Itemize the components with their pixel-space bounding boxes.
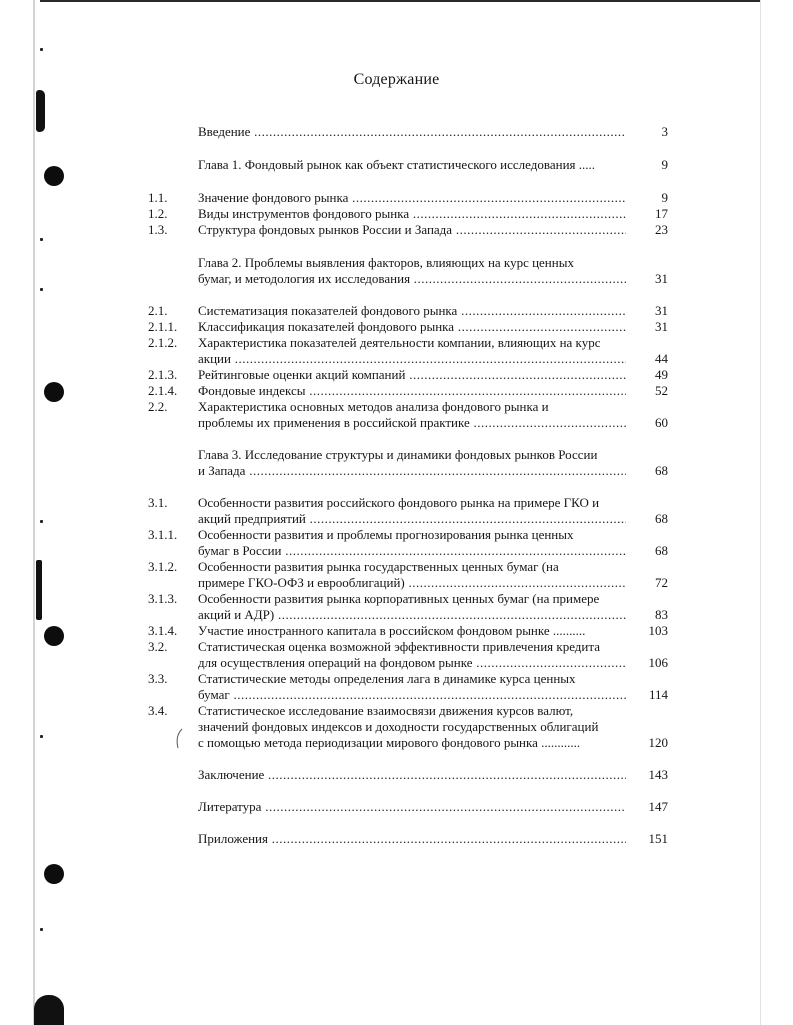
toc-entry-line: Литература	[198, 799, 262, 814]
toc-entry-number: 2.1.3.	[148, 367, 178, 382]
toc-entry-page: 147	[648, 799, 668, 814]
toc-entry-line: для осуществления операций на фондовом рынке	[198, 655, 473, 670]
toc-entry-number: 3.1.3.	[148, 591, 178, 606]
toc-entry-number: 1.3.	[148, 222, 168, 237]
leader-dots	[405, 367, 626, 382]
leader-dots	[250, 124, 626, 139]
toc-entry-number: 3.1.4.	[148, 623, 178, 638]
toc-entry-title	[198, 799, 626, 815]
toc-entry-line: Структура фондовых рынков России и Запада	[198, 222, 453, 237]
toc-entry-title	[198, 190, 626, 206]
toc-entry-page: 31	[655, 303, 668, 318]
toc-entry-title	[198, 495, 626, 527]
toc-entry-line: Приложения	[198, 831, 268, 846]
toc-entry-title	[198, 206, 626, 222]
toc-entry-title	[198, 303, 626, 319]
toc-entry-line: значений фондовых индексов и доходности государственных облигаций	[198, 719, 599, 734]
toc-entry-title	[198, 639, 626, 671]
leader-dots	[405, 575, 626, 590]
toc-entry-page: 31	[655, 319, 668, 334]
toc-entry-page: 143	[648, 767, 668, 782]
toc-entry-line: Заключение	[198, 767, 265, 782]
toc-entry-number: 1.1.	[148, 190, 168, 205]
leader-dots	[454, 319, 626, 334]
toc-entry-page: 83	[655, 607, 668, 622]
toc-entry-title	[198, 255, 626, 287]
toc-entry-page: 44	[655, 351, 668, 366]
leader-dots	[457, 303, 626, 318]
toc-entry-title	[198, 335, 626, 367]
toc-entry-number: 2.1.2.	[148, 335, 178, 350]
toc-entry-page: 68	[655, 463, 668, 478]
toc-entry-title	[198, 527, 626, 559]
toc-entry-line: Статистическая оценка возможной эффективности привлечения кредита	[198, 639, 600, 654]
toc-entry-line: Рейтинговые оценки акций компаний	[198, 367, 406, 382]
toc-entry-page: 68	[655, 511, 668, 526]
toc-entry-line: Особенности развития российского фондового рынка на примере ГКО и	[198, 495, 600, 510]
toc-entry-line: проблемы их применения в российской практике	[198, 415, 470, 430]
toc-entry-number: 3.1.2.	[148, 559, 178, 574]
toc-entry-line: Введение	[198, 124, 251, 139]
toc-entry-line: акций предприятий	[198, 511, 306, 526]
toc-entry-page: 68	[655, 543, 668, 558]
leader-dots	[306, 383, 626, 398]
leader-dots	[348, 190, 626, 205]
toc-entry-page: 120	[648, 735, 668, 750]
toc-entry-line: Особенности развития рынка корпоративных ценных бумаг (на примере	[198, 591, 600, 606]
leader-dots	[230, 687, 626, 702]
toc-entry-line: с помощью метода периодизации мирового фондового рынка ............	[198, 735, 581, 750]
page-title: Содержание	[353, 71, 440, 88]
toc-entry-title	[198, 623, 626, 639]
toc-entry-page: 9	[661, 157, 668, 172]
toc-entry-page: 23	[655, 222, 668, 237]
toc-entry-line: акции	[198, 351, 231, 366]
toc-entry-page: 151	[648, 831, 668, 846]
toc-entry-line: Статистическое исследование взаимосвязи движения курсов валют,	[198, 703, 574, 718]
toc-entry-page: 52	[655, 383, 668, 398]
toc-entry-line: Особенности развития рынка государственных ценных бумаг (на	[198, 559, 559, 574]
toc-entry-number: 3.3.	[148, 671, 168, 686]
toc-entry-line: бумаг, и методология их исследования	[198, 271, 411, 286]
leader-dots	[410, 271, 626, 286]
toc-entry-line: акций и АДР)	[198, 607, 275, 622]
leader-dots	[261, 799, 626, 814]
toc-entry-title	[198, 222, 626, 238]
toc-entry-title	[198, 831, 626, 847]
leader-dots	[231, 351, 626, 366]
toc-entry-line: Глава 3. Исследование структуры и динамики фондовых рынков России	[198, 447, 598, 462]
toc-entry-title	[198, 767, 626, 783]
toc-entry-line: Классификация показателей фондового рынка	[198, 319, 455, 334]
toc-entry-title	[198, 124, 626, 140]
toc-entry-number: 2.2.	[148, 399, 168, 414]
toc-entry-title	[198, 671, 626, 703]
toc-entry-line: бумаг	[198, 687, 230, 702]
toc-entry-line: бумаг в России	[198, 543, 282, 558]
toc-entry-page: 9	[661, 190, 668, 205]
toc-entry-title	[198, 703, 626, 751]
toc-entry-line: Систематизация показателей фондового рынка	[198, 303, 458, 318]
toc-entry-line: Виды инструментов фондового рынка	[198, 206, 410, 221]
leader-dots	[245, 463, 626, 478]
leader-dots	[264, 767, 626, 782]
toc-entry-line: Характеристика показателей деятельности компании, влияющих на курс	[198, 335, 601, 350]
toc-entry-number: 3.1.	[148, 495, 168, 510]
leader-dots	[306, 511, 626, 526]
leader-dots	[470, 415, 626, 430]
toc-entry-number: 3.1.1.	[148, 527, 178, 542]
toc-entry-page: 103	[648, 623, 668, 638]
toc-entry-line: и Запада	[198, 463, 246, 478]
toc-entry-title	[198, 319, 626, 335]
toc-entry-number: 2.1.	[148, 303, 168, 318]
toc-entry-line: Значение фондового рынка	[198, 190, 349, 205]
toc-entry-title	[198, 591, 626, 623]
leader-dots	[274, 607, 626, 622]
toc-entry-page: 60	[655, 415, 668, 430]
toc-entry-line: Глава 1. Фондовый рынок как объект статистического исследования .....	[198, 157, 596, 172]
toc-entry-number: 2.1.4.	[148, 383, 178, 398]
leader-dots	[268, 831, 626, 846]
toc-entry-page: 49	[655, 367, 668, 382]
toc-entry-number: 3.2.	[148, 639, 168, 654]
leader-dots	[473, 655, 627, 670]
toc-entry-line: Статистические методы определения лага в динамике курса ценных	[198, 671, 576, 686]
toc-entry-line: Характеристика основных методов анализа фондового рынка и	[198, 399, 549, 414]
toc-entry-number: 2.1.1.	[148, 319, 178, 334]
toc-entry-title	[198, 447, 626, 479]
toc-entry-page: 72	[655, 575, 668, 590]
leader-dots	[452, 222, 626, 237]
toc-entry-line: Глава 2. Проблемы выявления факторов, влияющих на курс ценных	[198, 255, 574, 270]
toc-entry-title	[198, 367, 626, 383]
toc-entry-number: 3.4.	[148, 703, 168, 718]
toc-entry-line: Участие иностранного капитала в российском фондовом рынке ..........	[198, 623, 586, 638]
toc-entry-title	[198, 399, 626, 431]
toc-entry-page: 31	[655, 271, 668, 286]
toc-entry-line: примере ГКО-ОФЗ и еврооблигаций)	[198, 575, 405, 590]
toc-entry-page: 3	[661, 124, 668, 139]
toc-entry-title	[198, 383, 626, 399]
toc-entry-number: 1.2.	[148, 206, 168, 221]
toc-entry-page: 114	[648, 687, 668, 702]
toc-entry-page: 106	[648, 655, 668, 670]
leader-dots	[409, 206, 626, 221]
toc-entry-line: Особенности развития и проблемы прогнозирования рынка ценных	[198, 527, 574, 542]
toc-entry-line: Фондовые индексы	[198, 383, 306, 398]
leader-dots	[282, 543, 626, 558]
toc-entry-title	[198, 157, 626, 173]
toc-entry-title	[198, 559, 626, 591]
toc-entry-page: 17	[655, 206, 668, 221]
